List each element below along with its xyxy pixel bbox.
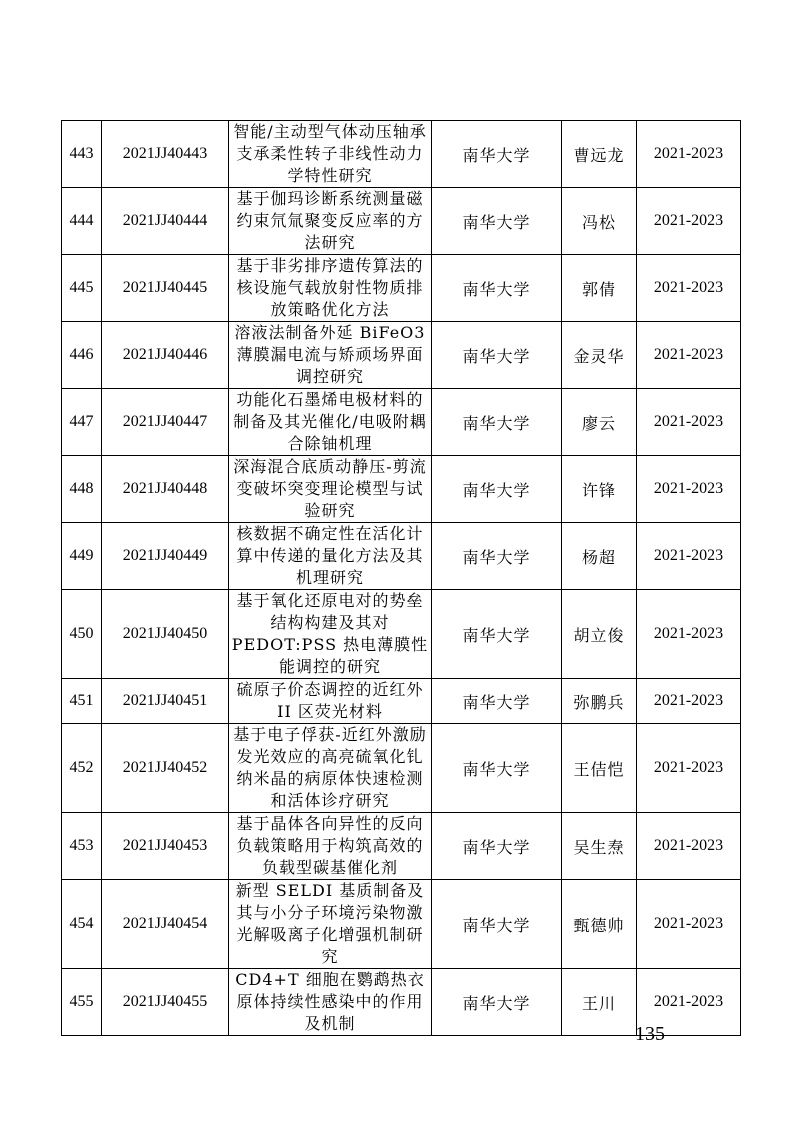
table-row [62,389,741,456]
row-number: 443 [62,121,102,188]
project-period: 2021-2023 [637,523,741,590]
project-title: 基于氧化还原电对的势垒结构构建及其对 PEDOT:PSS 热电薄膜性能调控的研究 [229,590,432,679]
row-number: 452 [62,724,102,813]
project-id: 2021JJ40443 [102,121,229,188]
project-id: 2021JJ40450 [102,590,229,679]
project-title: CD4+T 细胞在鹦鹉热衣原体持续性感染中的作用及机制 [229,969,432,1036]
row-number: 450 [62,590,102,679]
table-row [62,255,741,322]
principal-investigator: 廖云 [562,389,637,456]
institution: 南华大学 [432,969,562,1036]
project-title: 功能化石墨烯电极材料的制备及其光催化/电吸附耦合除铀机理 [229,389,432,456]
institution: 南华大学 [432,523,562,590]
project-period: 2021-2023 [637,969,741,1036]
principal-investigator: 吴生焘 [562,813,637,880]
row-number: 448 [62,456,102,523]
row-number: 454 [62,880,102,969]
project-period: 2021-2023 [637,590,741,679]
row-number: 444 [62,188,102,255]
project-period: 2021-2023 [637,679,741,724]
project-period: 2021-2023 [637,880,741,969]
institution: 南华大学 [432,255,562,322]
project-id: 2021JJ40454 [102,880,229,969]
project-title: 基于非劣排序遗传算法的核设施气载放射性物质排放策略优化方法 [229,255,432,322]
institution: 南华大学 [432,188,562,255]
principal-investigator: 冯松 [562,188,637,255]
project-id: 2021JJ40446 [102,322,229,389]
project-id: 2021JJ40452 [102,724,229,813]
project-title: 基于伽玛诊断系统测量磁约束氘氚聚变反应率的方法研究 [229,188,432,255]
principal-investigator: 王川 [562,969,637,1036]
table-row [62,523,741,590]
project-id: 2021JJ40453 [102,813,229,880]
row-number: 453 [62,813,102,880]
row-number: 445 [62,255,102,322]
project-title: 智能/主动型气体动压轴承支承柔性转子非线性动力学特性研究 [229,121,432,188]
project-period: 2021-2023 [637,456,741,523]
table-row [62,322,741,389]
principal-investigator: 弥鹏兵 [562,679,637,724]
principal-investigator: 王佶恺 [562,724,637,813]
principal-investigator: 许锋 [562,456,637,523]
institution: 南华大学 [432,590,562,679]
row-number: 447 [62,389,102,456]
table-row [62,880,741,969]
project-title: 硫原子价态调控的近红外 II 区荧光材料 [229,679,432,724]
project-id: 2021JJ40444 [102,188,229,255]
institution: 南华大学 [432,813,562,880]
table-row [62,590,741,679]
project-id: 2021JJ40449 [102,523,229,590]
table-row [62,813,741,880]
principal-investigator: 金灵华 [562,322,637,389]
principal-investigator: 胡立俊 [562,590,637,679]
project-title: 新型 SELDI 基质制备及其与小分子环境污染物激光解吸离子化增强机制研究 [229,880,432,969]
table-row [62,456,741,523]
project-id: 2021JJ40448 [102,456,229,523]
principal-investigator: 曹远龙 [562,121,637,188]
institution: 南华大学 [432,121,562,188]
row-number: 455 [62,969,102,1036]
table-row [62,121,741,188]
project-period: 2021-2023 [637,188,741,255]
principal-investigator: 郭倩 [562,255,637,322]
project-id: 2021JJ40445 [102,255,229,322]
project-period: 2021-2023 [637,813,741,880]
project-period: 2021-2023 [637,389,741,456]
project-id: 2021JJ40451 [102,679,229,724]
principal-investigator: 甄德帅 [562,880,637,969]
table-row [62,679,741,724]
project-title: 核数据不确定性在活化计算中传递的量化方法及其机理研究 [229,523,432,590]
page-number: — 135 — [610,1023,690,1045]
project-title: 基于电子俘获-近红外激励发光效应的高亮硫氧化钆纳米晶的病原体快速检测和活体诊疗研究 [229,724,432,813]
row-number: 451 [62,679,102,724]
project-table-body [62,121,741,1036]
project-period: 2021-2023 [637,255,741,322]
institution: 南华大学 [432,322,562,389]
row-number: 446 [62,322,102,389]
project-period: 2021-2023 [637,724,741,813]
institution: 南华大学 [432,679,562,724]
institution: 南华大学 [432,456,562,523]
table-row [62,188,741,255]
project-title: 基于晶体各向异性的反向负载策略用于构筑高效的负载型碳基催化剂 [229,813,432,880]
project-title: 溶液法制备外延 BiFeO3 薄膜漏电流与矫顽场界面调控研究 [229,322,432,389]
project-id: 2021JJ40447 [102,389,229,456]
project-period: 2021-2023 [637,121,741,188]
project-table [61,120,741,1036]
project-title: 深海混合底质动静压-剪流变破坏突变理论模型与试验研究 [229,456,432,523]
table-row [62,724,741,813]
project-id: 2021JJ40455 [102,969,229,1036]
institution: 南华大学 [432,880,562,969]
institution: 南华大学 [432,389,562,456]
principal-investigator: 杨超 [562,523,637,590]
row-number: 449 [62,523,102,590]
institution: 南华大学 [432,724,562,813]
project-period: 2021-2023 [637,322,741,389]
